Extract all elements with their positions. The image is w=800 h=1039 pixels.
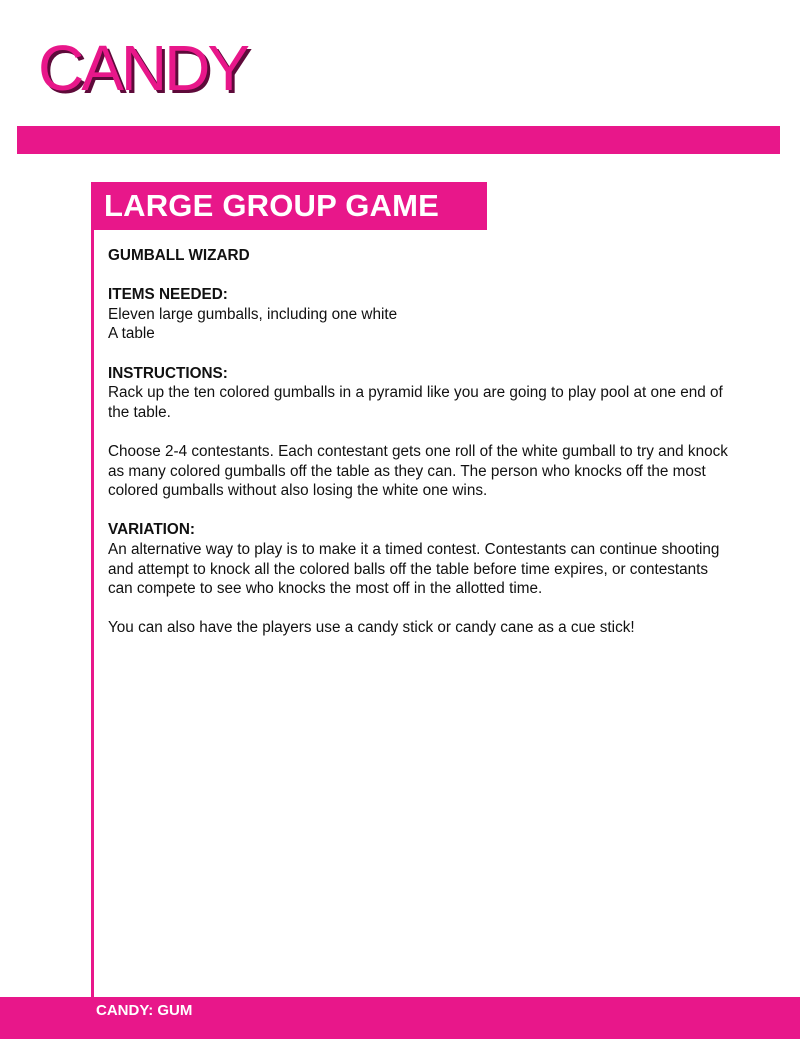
section-title: LARGE GROUP GAME [104, 188, 440, 223]
instructions-paragraph: Choose 2-4 contestants. Each contestant gets one roll of the white gumball to try and knock as many colored gumballs off the table as they can. The person who knocks off the most colored gumballs without also losing the white one wins. [108, 442, 728, 500]
game-content [108, 246, 728, 638]
game-title: GUMBALL WIZARD [108, 247, 250, 264]
header-accent-bar [17, 126, 780, 154]
spacer [108, 344, 728, 364]
item-line: Eleven large gumballs, including one white [108, 305, 398, 323]
variation-paragraph: You can also have the players use a candy stick or candy cane as a cue stick! [108, 619, 635, 637]
variation-heading: VARIATION: [108, 521, 195, 539]
item-line: A table [108, 325, 155, 343]
section-banner [91, 182, 487, 230]
footer-label: CANDY: GUM [96, 1002, 193, 1019]
brand-title: CANDY [38, 32, 248, 104]
instructions-heading: INSTRUCTIONS: [108, 364, 228, 382]
spacer [108, 422, 728, 442]
variation-paragraph: An alternative way to play is to make it a timed contest. Contestants can continue shooting and attempt to knock all the colored balls off the table before time expires, or contestants can compete to see who knocks the most off in the allotted time. [108, 540, 720, 598]
section-side-rule [91, 182, 94, 1002]
spacer [108, 266, 728, 286]
items-heading: ITEMS NEEDED: [108, 286, 228, 304]
spacer [108, 501, 728, 521]
spacer [108, 599, 728, 619]
footer-bar [0, 997, 800, 1039]
instructions-paragraph: Rack up the ten colored gumballs in a pyramid like you are going to play pool at one end of the table. [108, 384, 723, 421]
